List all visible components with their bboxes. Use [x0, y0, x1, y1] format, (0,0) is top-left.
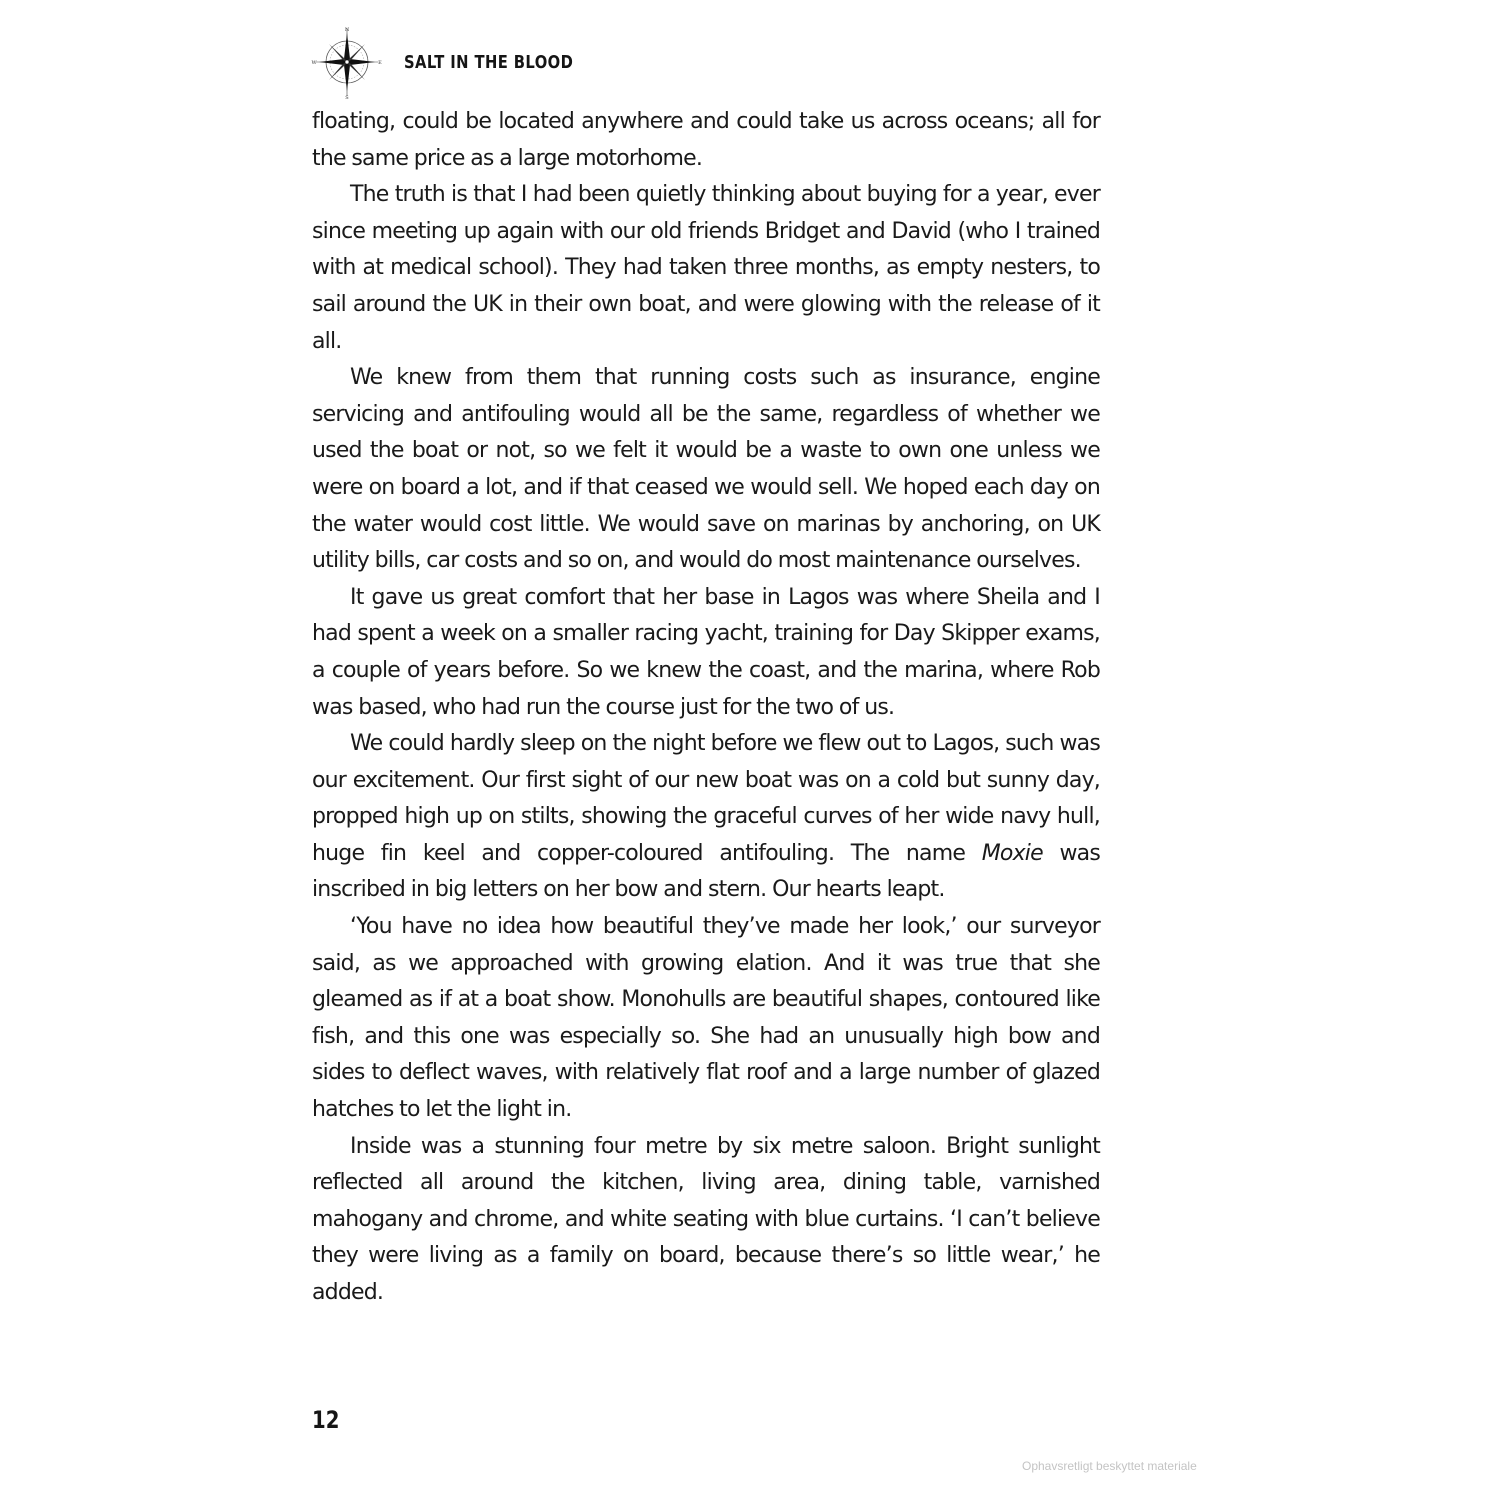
paragraph — [312, 580, 1100, 726]
paragraph-text: It gave us great comfort that her base in Lagos was where Sheila and I had spent a week on a smaller racing yacht, training for Day Skipper exams, a couple of years before. So we knew the coast, and the marina, where Rob was based, who had run the course just for the two of us. — [312, 584, 1100, 720]
compass-letter-w: W — [311, 60, 317, 66]
paragraph — [312, 177, 1100, 360]
paragraph-text: We knew from them that running costs such as insurance, engine servicing and antifouling would all be the same, regardless of whether we used the boat or not, so we felt it would be a waste to own one unless we were on board a lot, and if that ceased we would sell. We hoped each day on the water would cost little. We would save on marinas by anchoring, on UK utility bills, car costs and so on, and would do most maintenance ourselves. — [312, 365, 1100, 574]
paragraph — [312, 726, 1100, 909]
paragraph-text: Inside was a stunning four metre by six metre saloon. Bright sunlight reflected all around the kitchen, living area, dining table, varnished mahogany and chrome, and white seating with blue curtains. ‘I can’t believe they were living as a family on board, because there’s so little wear,’ he added. — [312, 1133, 1100, 1305]
page-number: 12 — [312, 1406, 340, 1434]
paragraph-text: floating, could be located anywhere and could take us across oceans; all for the same price as a large motorhome. — [312, 109, 1100, 171]
copyright-watermark: Ophavsretligt beskyttet materiale — [1022, 1459, 1197, 1473]
paragraph-text: ‘You have no idea how beautiful they’ve made her look,’ our surveyor said, as we approached with growing elation. And it was true that she gleamed as if at a boat show. Monohulls are beautiful shapes, contoured like fish, and this one was especially so. She had an unusually high bow and sides to deflect waves, with relatively flat roof and a large number of glazed hatches to let the light in. — [312, 914, 1100, 1123]
paragraph — [312, 1129, 1100, 1312]
paragraph-text: We could hardly sleep on the night before we flew out to Lagos, such was our excitement. Our first sight of our new boat was on a cold but sunny day, propped high up on stilts, showing the graceful curves of her wide navy hull, huge fin keel and copper-coloured antifouling. The name — [312, 731, 1100, 866]
compass-rose-icon — [312, 24, 382, 100]
italic-text: Moxie — [981, 840, 1043, 866]
paragraph — [312, 104, 1100, 177]
running-header — [312, 24, 610, 100]
paragraph-text: The truth is that I had been quietly thinking about buying for a year, ever since meeting up again with our old friends Bridget and David (who I trained with at medical school). They had taken three months, as empty nesters, to sail around the UK in their own boat, and were glowing with the release of it all. — [312, 182, 1100, 354]
compass-letter-e: E — [378, 60, 382, 66]
paragraph — [312, 360, 1100, 580]
book-title: SALT IN THE BLOOD — [404, 51, 574, 73]
paragraph — [312, 909, 1100, 1129]
compass-letter-n: N — [344, 27, 350, 33]
compass-letter-s: S — [345, 95, 349, 101]
paragraph-text: was inscribed in big letters on her bow and stern. Our hearts leapt. — [312, 840, 1100, 903]
body-text — [312, 104, 1100, 1312]
